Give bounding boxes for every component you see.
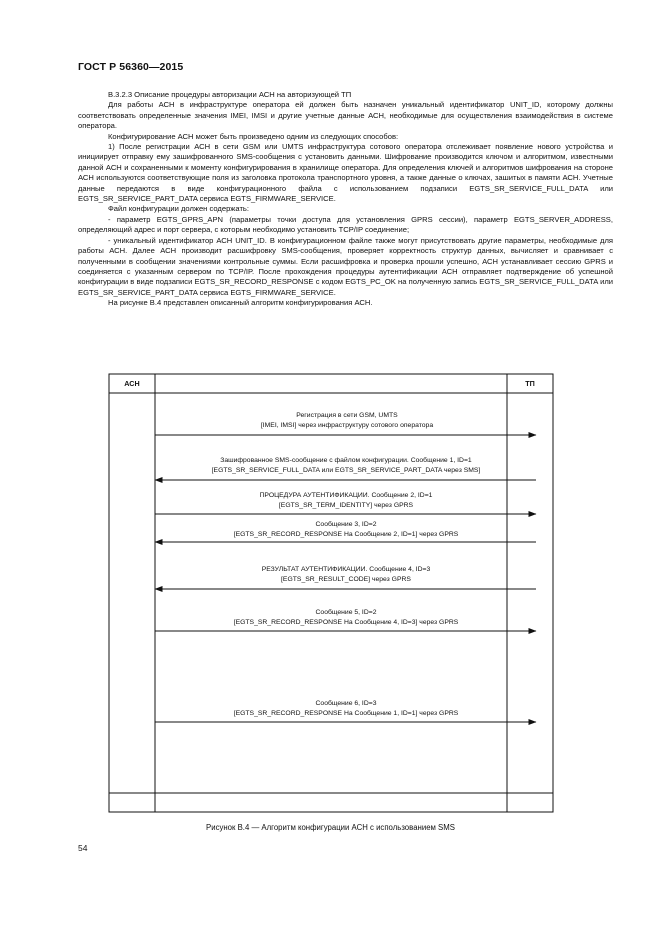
list-item: - параметр EGTS_GPRS_APN (параметры точки доступа для установления GPRS сессии), параметр EGTS_SERVER_ADDRESS, определяющий адрес и порт сервера, с которым необходимо установить TCP/IP соединение; — [78, 214, 613, 235]
message-3-title: ПРОЦЕДУРА АУТЕНТИФИКАЦИИ. Сообщение 2, ID=1 — [259, 492, 433, 499]
section-heading: В.3.2.3 Описание процедуры авторизации АСН на авторизующей ТП — [108, 90, 352, 99]
message-7-detail: [EGTS_SR_RECORD_RESPONSE На Сообщение 1, ID=1] через GPRS — [233, 710, 459, 717]
message-4-detail: [EGTS_SR_RECORD_RESPONSE На Сообщение 2, ID=1] через GPRS — [233, 531, 459, 538]
message-5-title: РЕЗУЛЬТАТ АУТЕНТИФИКАЦИИ. Сообщение 4, ID=3 — [261, 566, 431, 573]
right-actor-label: ТП — [525, 379, 535, 388]
message-6-detail: [EGTS_SR_RECORD_RESPONSE На Сообщение 4, ID=3] через GPRS — [233, 619, 459, 626]
message-1-title: Регистрация в сети GSM, UMTS — [296, 412, 398, 419]
left-actor-label: АСН — [124, 379, 140, 388]
message-2-detail: [EGTS_SR_SERVICE_FULL_DATA или EGTS_SR_SERVICE_PART_DATA через SMS] — [211, 467, 481, 474]
standard-header: ГОСТ Р 56360—2015 — [78, 61, 184, 73]
paragraph: На рисунке В.4 представлен описанный алгоритм конфигурирования АСН. — [108, 298, 373, 308]
page-number: 54 — [78, 843, 88, 853]
paragraph: Конфигурирование АСН может быть произведено одним из следующих способов: — [108, 131, 399, 141]
message-7-title: Сообщение 6, ID=3 — [315, 700, 377, 707]
message-3-detail: [EGTS_SR_TERM_IDENTITY] через GPRS — [278, 502, 414, 509]
list-item: - уникальный идентификатор АСН UNIT_ID. В конфигурационном файле также могут присутствовать другие параметры, необходимые для работы АСН. Далее АСН производит расшифровку SMS-сообщения, проверяет корректность структур данных, вычисляет и сравнивает с полученными в сообщении значениями контрольные суммы. Если расшифровка и проверка прошли успешно, АСН устанавливает сессию GPRS и соединяется с указанным сервером по TCP/IP. После прохождения процедуры аутентификации АСН отправляет подтверждение об успешной конфигурации в виде подзаписи EGTS_SR_RECORD_RESPONSE с кодом EGTS_PC_OK на полученную запись EGTS_SR_SERVICE_FULL_DATA или EGTS_SR_SERVICE_PART_DATA сервиса EGTS_FIRMWARE_SERVICE. — [78, 235, 613, 297]
message-2-title: Зашифрованное SMS-сообщение с файлом конфигурации. Сообщение 1, ID=1 — [220, 457, 472, 464]
paragraph: Для работы АСН в инфраструктуре оператора ей должен быть назначен уникальный идентификатор UNIT_ID, которому должны соответствовать определенные значения IMEI, IMSI и другие учетные данные АСН, необходимые для осуществления взаимодействия в системе оператора. — [78, 100, 613, 131]
paragraph: Файл конфигурации должен содержать: — [108, 204, 249, 214]
message-6-title: Сообщение 5, ID=2 — [315, 609, 377, 616]
diagram-frame — [109, 374, 553, 812]
figure-caption: Рисунок В.4 — Алгоритм конфигурации АСН с использованием SMS — [206, 823, 455, 832]
message-4-title: Сообщение 3, ID=2 — [315, 521, 377, 528]
paragraph: 1) После регистрации АСН в сети GSM или UMTS инфраструктура сотового оператора отслеживает появление нового устройства и инициирует отправку ему зашифрованного SMS-сообщения с установить данными. Шифрование производится ключом и алгоритмом, известными данной АСН и сохраненными к моменту конфигурирования в хранилище оператора. Для определения ключей и алгоритмов шифрования на стороне АСН используются соответствующие поля из заголовка протокола транспортного уровня, а также данные о ключах, зашитых в памяти АСН. Учетные данные передаются в виде конфигурационного файла с использованием подзаписи EGTS_SR_SERVICE_FULL_DATA или EGTS_SR_SERVICE_PART_DATA сервиса EGTS_FIRMWARE_SERVICE. — [78, 142, 613, 204]
message-1-detail: [IMEI, IMSI] через инфраструктуру сотового оператора — [260, 422, 434, 429]
message-5-detail: [EGTS_SR_RESULT_CODE] через GPRS — [281, 576, 411, 583]
